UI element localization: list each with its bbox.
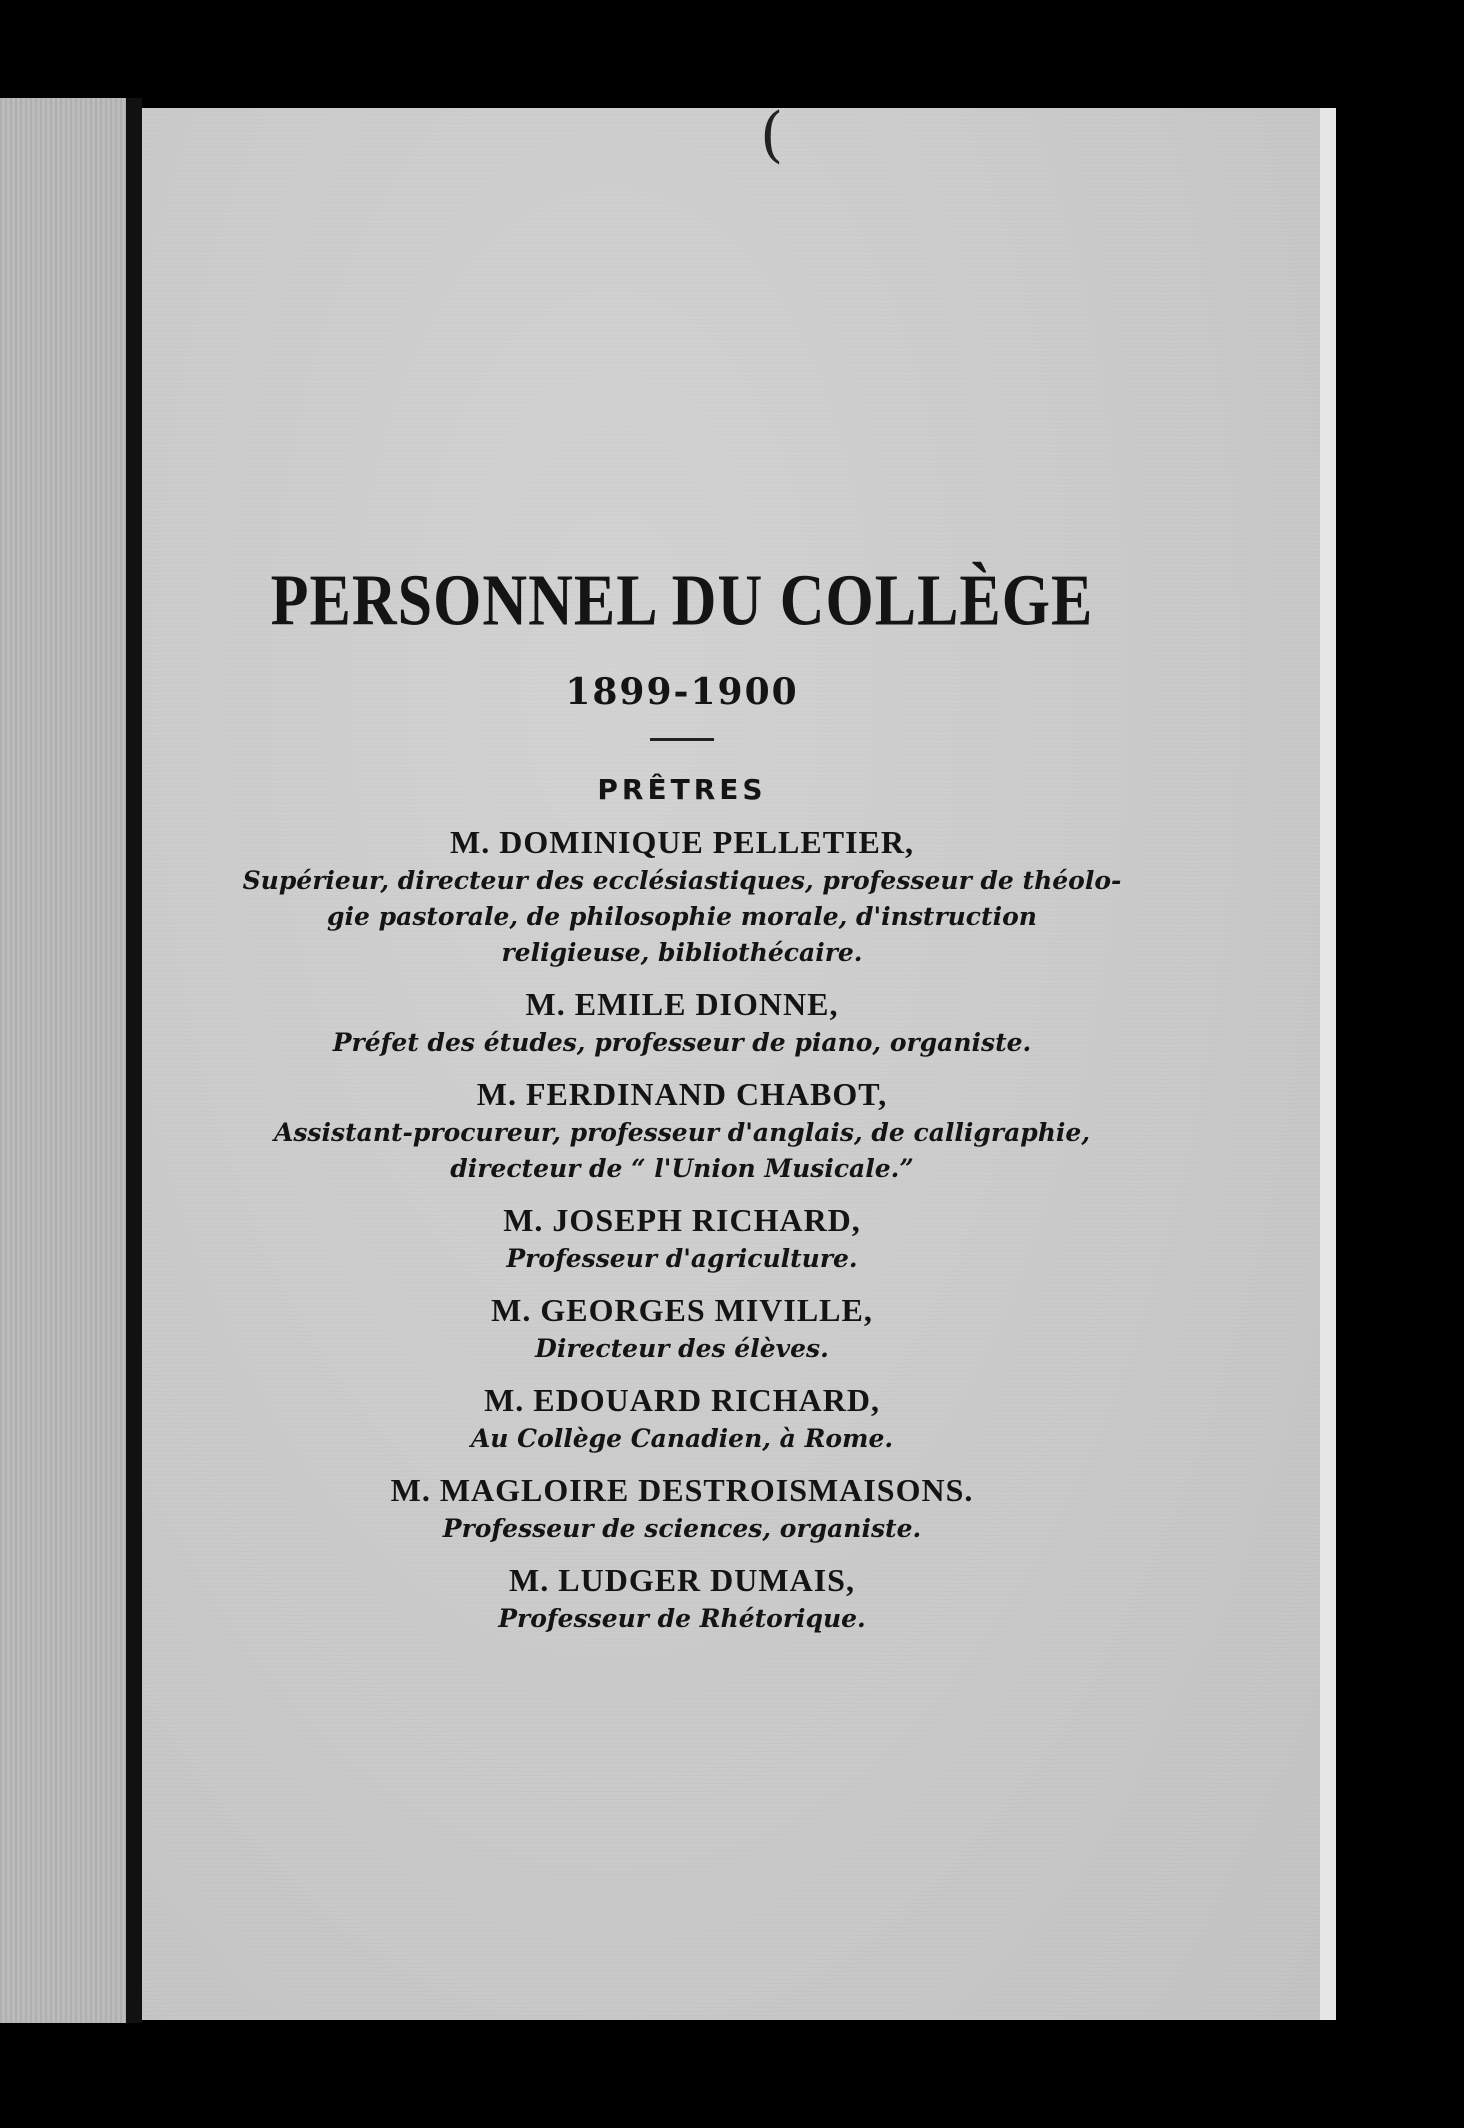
page-right-edge	[1320, 108, 1336, 2020]
staff-name: M. EDOUARD RICHARD,	[484, 1382, 880, 1418]
handwritten-mark: (	[760, 100, 784, 170]
staff-name: M. LUDGER DUMAIS,	[509, 1562, 855, 1598]
staff-entry	[142, 1469, 1222, 1547]
staff-name: M. MAGLOIRE DESTROISMAISONS.	[390, 1472, 974, 1508]
staff-role	[142, 1601, 1222, 1637]
role-line: Professeur d'agriculture.	[506, 1244, 858, 1273]
staff-role	[142, 1331, 1222, 1367]
role-line: Préfet des études, professeur de piano, organiste.	[332, 1028, 1032, 1057]
role-line: Directeur des élèves.	[535, 1334, 829, 1363]
staff-role	[142, 1115, 1222, 1187]
staff-entry	[142, 1379, 1222, 1457]
staff-role	[142, 1511, 1222, 1547]
page-title: PERSONNEL DU COLLÈGE	[270, 560, 1094, 642]
staff-role	[142, 1421, 1222, 1457]
staff-role	[142, 863, 1222, 971]
staff-entry	[142, 1289, 1222, 1367]
section-heading: PRÊTRES	[597, 773, 767, 806]
role-line: directeur de “ l'Union Musicale.”	[450, 1154, 914, 1183]
role-line: Professeur de Rhétorique.	[498, 1604, 866, 1633]
staff-entry	[142, 983, 1222, 1061]
role-line: gie pastorale, de philosophie morale, d'instruction	[327, 902, 1037, 931]
staff-entry	[142, 1073, 1222, 1187]
staff-name: M. DOMINIQUE PELLETIER,	[450, 824, 914, 860]
role-line: Professeur de sciences, organiste.	[442, 1514, 922, 1543]
role-line: Au Collège Canadien, à Rome.	[470, 1424, 894, 1453]
academic-years: 1899-1900	[565, 671, 799, 713]
binding-gutter	[126, 98, 142, 2023]
staff-name: M. EMILE DIONNE,	[525, 986, 839, 1022]
page-content	[142, 560, 1222, 1649]
staff-name: M. JOSEPH RICHARD,	[503, 1202, 861, 1238]
role-line: Assistant-procureur, professeur d'anglais, de calligraphie,	[273, 1118, 1091, 1147]
staff-role	[142, 1241, 1222, 1277]
role-line: Supérieur, directeur des ecclésiastiques, professeur de théolo-	[242, 866, 1122, 895]
role-line: religieuse, bibliothécaire.	[501, 938, 863, 967]
staff-role	[142, 1025, 1222, 1061]
staff-name: M. FERDINAND CHABOT,	[476, 1076, 888, 1112]
divider	[650, 738, 714, 741]
staff-entry	[142, 1559, 1222, 1637]
staff-entry	[142, 1199, 1222, 1277]
staff-entry	[142, 821, 1222, 971]
staff-name: M. GEORGES MIVILLE,	[491, 1292, 873, 1328]
previous-page-edge	[0, 98, 132, 2023]
